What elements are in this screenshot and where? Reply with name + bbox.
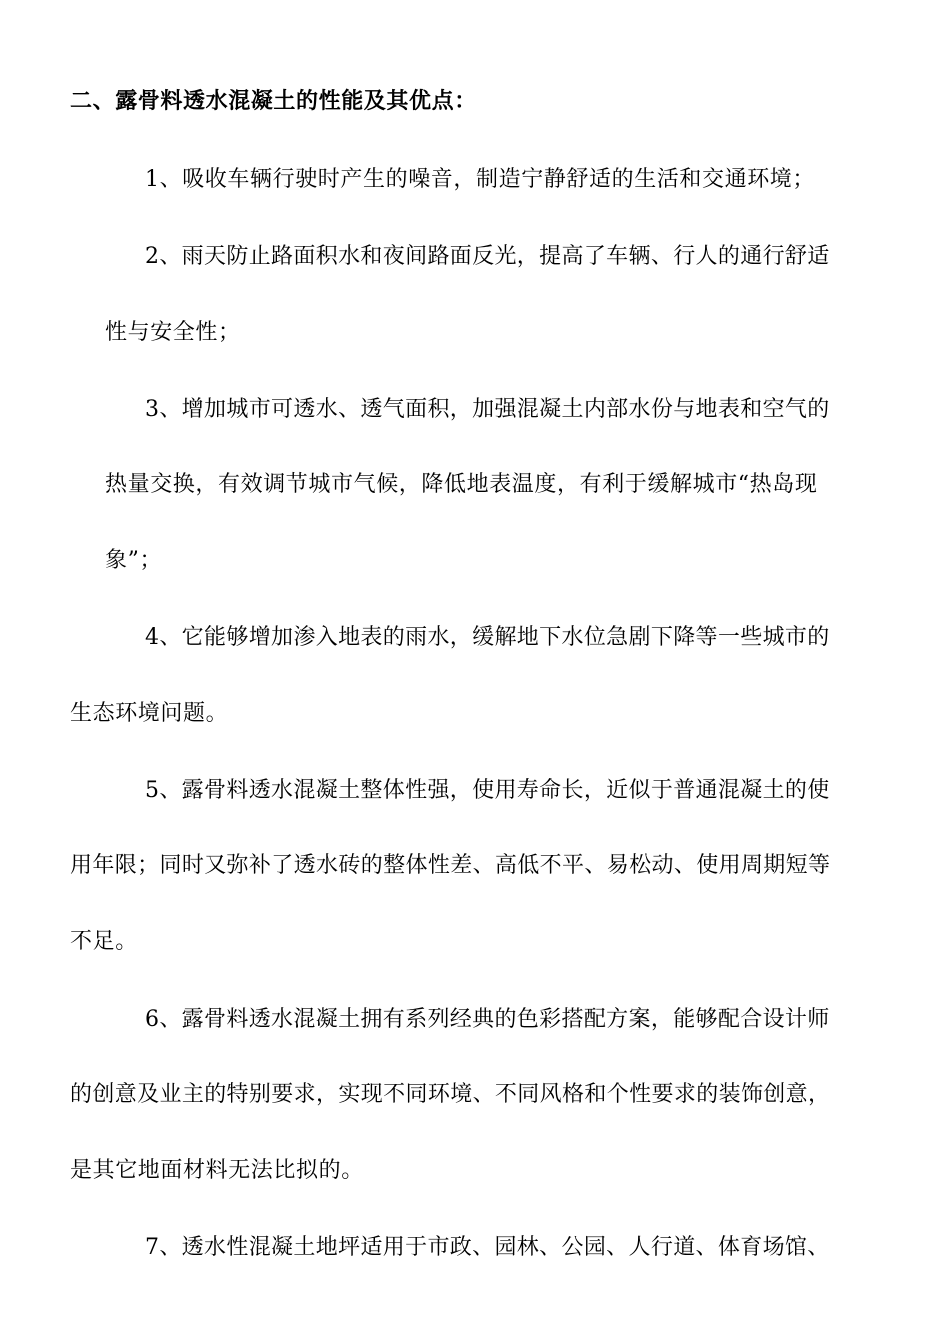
paragraph-line: 热量交换，有效调节城市气候，降低地表温度，有利于缓解城市“热岛现 xyxy=(105,472,818,497)
paragraph-line: 用年限；同时又弥补了透水砖的整体性差、高低不平、易松动、使用周期短等 xyxy=(70,853,831,878)
paragraph-line: 生态环境问题。 xyxy=(70,701,229,726)
paragraph-line: 5、露骨料透水混凝土整体性强，使用寿命长，近似于普通混凝土的使 xyxy=(145,778,830,803)
section-heading: 二、露骨料透水混凝土的性能及其优点： xyxy=(70,88,477,114)
paragraph-line: 是其它地面材料无法比拟的。 xyxy=(70,1158,364,1183)
paragraph-line: 7、透水性混凝土地坪适用于市政、园林、公园、人行道、体育场馆、 xyxy=(145,1235,830,1260)
paragraph-line: 6、露骨料透水混凝土拥有系列经典的色彩搭配方案，能够配合设计师 xyxy=(145,1007,830,1032)
paragraph-line: 不足。 xyxy=(70,929,138,954)
paragraph-line: 的创意及业主的特别要求，实现不同环境、不同风格和个性要求的装饰创意， xyxy=(70,1082,831,1107)
paragraph-line: 象”； xyxy=(105,548,163,573)
paragraph-line: 性与安全性； xyxy=(105,320,241,345)
paragraph-line: 2、雨天防止路面积水和夜间路面反光，提高了车辆、行人的通行舒适 xyxy=(145,244,830,269)
paragraph-line: 4、它能够增加渗入地表的雨水，缓解地下水位急剧下降等一些城市的 xyxy=(145,625,830,650)
paragraph-line: 1、吸收车辆行驶时产生的噪音，制造宁静舒适的生活和交通环境； xyxy=(145,167,815,192)
paragraph-line: 3、增加城市可透水、透气面积，加强混凝土内部水份与地表和空气的 xyxy=(145,397,830,422)
